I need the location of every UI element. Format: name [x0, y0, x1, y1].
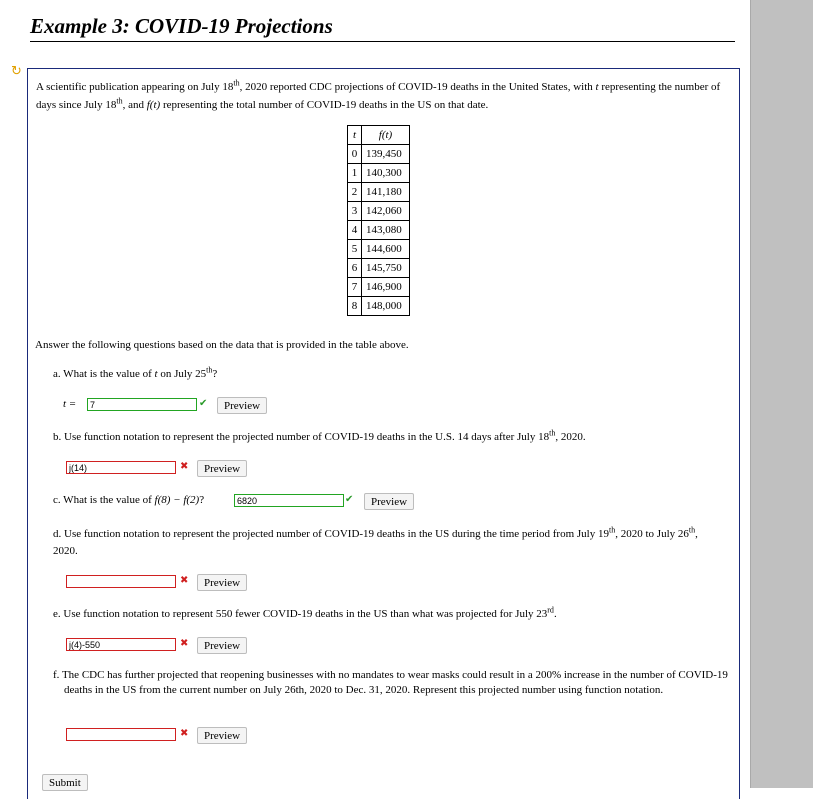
table-row: [348, 297, 410, 316]
page-title: Example 3: COVID-19 Projections: [30, 14, 333, 38]
answer-e-input[interactable]: [66, 638, 176, 651]
table-row: [348, 221, 410, 240]
table-cell-t: 2: [348, 183, 362, 202]
table-cell-ft: 145,750: [362, 259, 410, 278]
table-cell-t: 3: [348, 202, 362, 221]
cross-icon: ✖: [180, 638, 189, 649]
table-cell-t: 1: [348, 164, 362, 183]
answer-a-prefix: t =: [63, 398, 77, 410]
question-e-text: e. Use function notation to represent 550 fewer COVID-19 deaths in the US than what was projected for July 23rd.: [53, 605, 557, 620]
table-cell-t: 7: [348, 278, 362, 297]
table-cell-ft: 146,900: [362, 278, 410, 297]
question-a-text: a. What is the value of t on July 25th?: [53, 365, 218, 380]
preview-a-button[interactable]: Preview: [217, 397, 267, 414]
table-cell-ft: 144,600: [362, 240, 410, 259]
cross-icon: ✖: [180, 575, 189, 586]
table-cell-t: 6: [348, 259, 362, 278]
submit-button[interactable]: Submit: [42, 774, 88, 791]
question-d-text: d. Use function notation to represent the projected number of COVID-19 deaths in the US during the time period from July 19th, 2020 to July 26th, 2020.: [53, 525, 698, 557]
table-row: [348, 202, 410, 221]
table-cell-t: 4: [348, 221, 362, 240]
table-cell-ft: 139,450: [362, 145, 410, 164]
table-row: [348, 145, 410, 164]
data-table: [347, 125, 410, 316]
table-cell-ft: 142,060: [362, 202, 410, 221]
table-row: [348, 259, 410, 278]
question-c-text: c. What is the value of f(8) − f(2)?: [53, 494, 205, 506]
answer-d-input[interactable]: [66, 575, 176, 588]
table-cell-ft: 141,180: [362, 183, 410, 202]
table-header-row: [348, 126, 410, 145]
scrollbar[interactable]: [750, 0, 813, 788]
table-header-t: t: [348, 126, 362, 145]
preview-e-button[interactable]: Preview: [197, 637, 247, 654]
question-f-text: f. The CDC has further projected that reopening businesses with no mandates to wear masks could result in a 200% increase in the number of COVID-19 deaths in the US from the current number on July 26th, 2020 to Dec. 31, 2020. Represent this projected number using function notation.: [53, 669, 728, 696]
table-row: [348, 183, 410, 202]
table-cell-t: 8: [348, 297, 362, 316]
table-cell-ft: 143,080: [362, 221, 410, 240]
preview-c-button[interactable]: Preview: [364, 493, 414, 510]
preview-f-button[interactable]: Preview: [197, 727, 247, 744]
table-cell-ft: 148,000: [362, 297, 410, 316]
table-cell-t: 0: [348, 145, 362, 164]
answer-a-input[interactable]: [87, 398, 197, 411]
answer-f-input[interactable]: [66, 728, 176, 741]
answer-b-input[interactable]: [66, 461, 176, 474]
table-header-ft: f(t): [362, 126, 410, 145]
question-b-text: b. Use function notation to represent the projected number of COVID-19 deaths in the U.S. 14 days after July 18th, 2020.: [53, 428, 586, 443]
reload-icon[interactable]: ↻: [11, 64, 22, 79]
cross-icon: ✖: [180, 461, 189, 472]
table-row: [348, 240, 410, 259]
table-row: [348, 278, 410, 297]
problem-intro: A scientific publication appearing on July 18th, 2020 reported CDC projections of COVID-19 deaths in the United States, with t representing the number of days since July 18th, and f(t) representing the total number of COVID-19 deaths in the US on that date.: [36, 78, 721, 111]
preview-b-button[interactable]: Preview: [197, 460, 247, 477]
instruction-text: Answer the following questions based on the data that is provided in the table above.: [35, 339, 409, 351]
title-divider: [30, 41, 735, 42]
check-icon: ✔: [345, 494, 354, 505]
cross-icon: ✖: [180, 728, 189, 739]
table-cell-t: 5: [348, 240, 362, 259]
preview-d-button[interactable]: Preview: [197, 574, 247, 591]
answer-c-input[interactable]: [234, 494, 344, 507]
table-cell-ft: 140,300: [362, 164, 410, 183]
check-icon: ✔: [199, 398, 208, 409]
table-row: [348, 164, 410, 183]
